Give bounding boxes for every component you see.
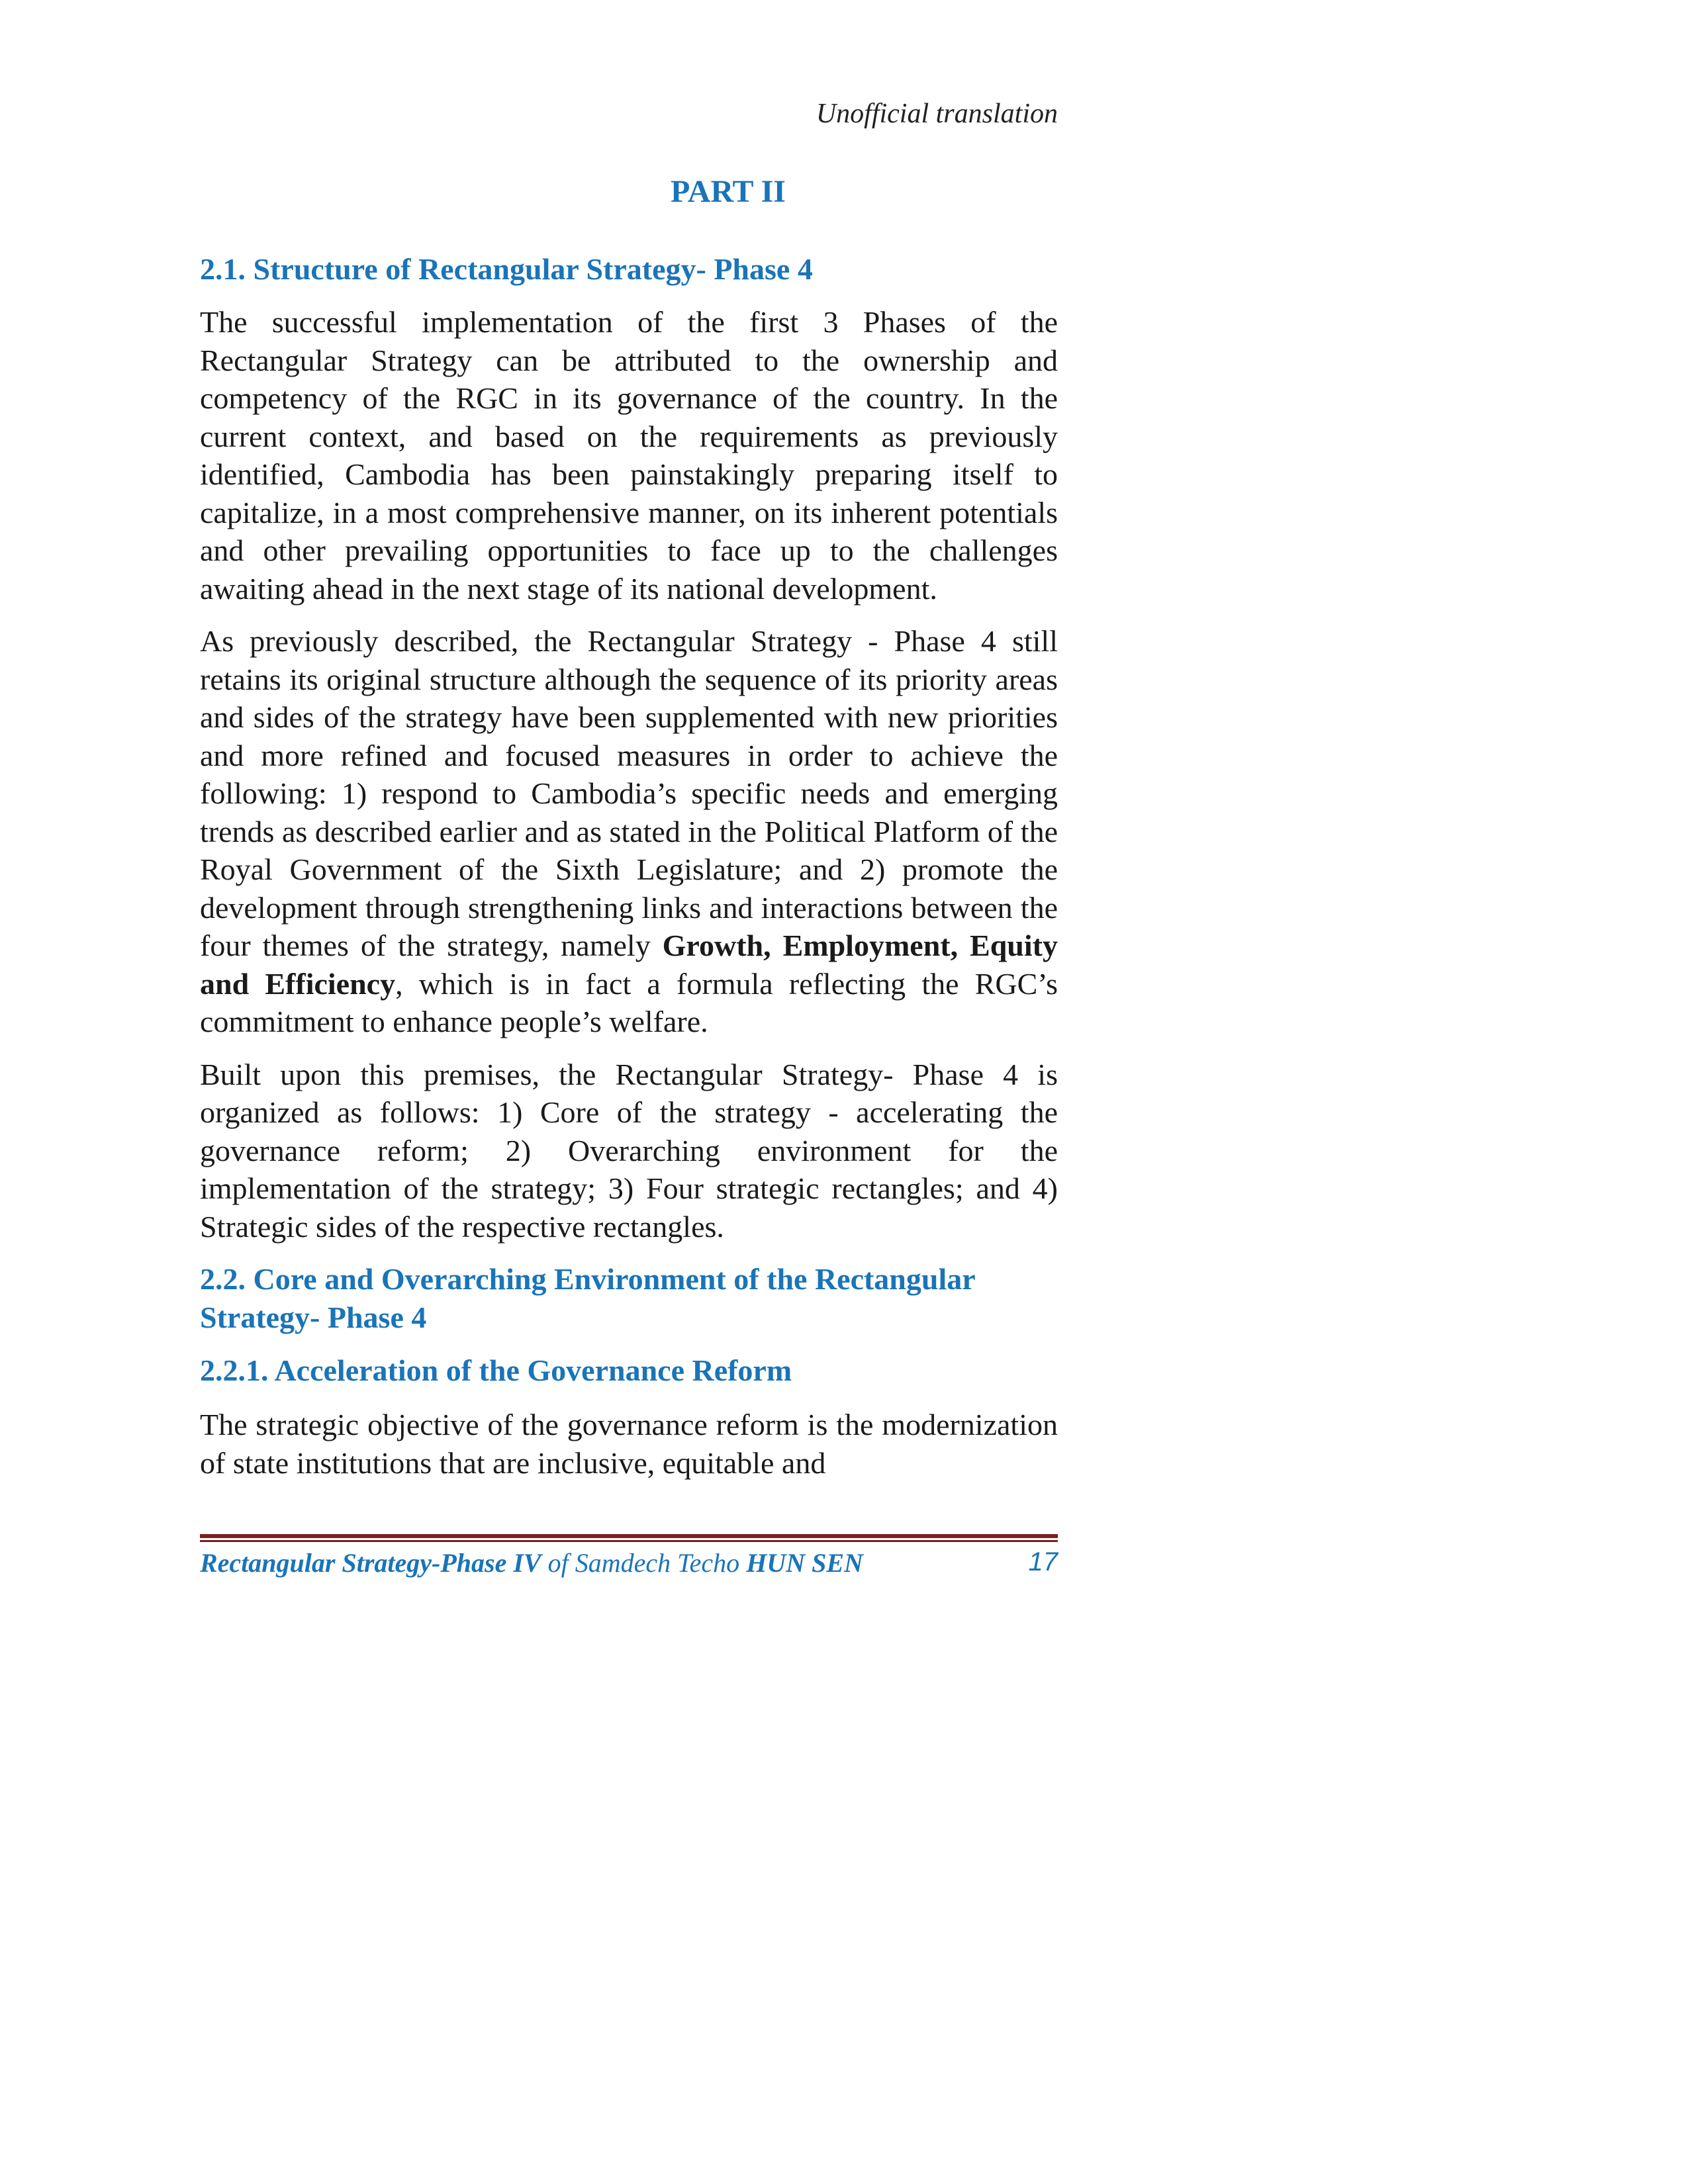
paragraph-2-1-2-text: As previously described, the Rectangular Strategy - Phase 4 still retains its original structure although the sequence of its priority areas and sides of the strategy have been supplemented with new priorities and more refined and focused measures in order to achieve the following: 1) respond to Cambodia’s specific needs and emerging trends as described earlier and as stated in the Political Platform of the Royal Government of the Sixth Legislature; and 2) promote the development through strengthening links and interactions between the four themes of the strategy, namely bbox=[200, 624, 1058, 962]
part-title: PART II bbox=[671, 174, 786, 209]
paragraph-2-1-3: Built upon this premises, the Rectangular Strategy- Phase 4 is organized as follows: 1) Core of the strategy - accelerating the governance reform; 2) Overarching environment for the implementation of the strategy; 3) Four strategic rectangles; and 4) Strategic sides of the respective rectangles. bbox=[200, 1057, 1058, 1244]
running-header: Unofficial translation bbox=[816, 99, 1058, 129]
paragraph-2-1-1: The successful implementation of the first 3 Phases of the Rectangular Strategy can be attributed to the ownership and competency of the RGC in its governance of the country. In the current context, and based on the requirements as previously identified, Cambodia has been painstakingly preparing itself to capitalize, in a most comprehensive manner, on its inherent potentials and other prevailing opportunities to face up to the challenges awaiting ahead in the next stage of its national development. bbox=[200, 305, 1058, 606]
page-number: 17 bbox=[1028, 1547, 1058, 1576]
subsection-heading-2-2-1: 2.2.1. Acceleration of the Governance Reform bbox=[200, 1353, 792, 1387]
footer-author-name: HUN SEN bbox=[746, 1548, 863, 1578]
section-heading-2-1: 2.1. Structure of Rectangular Strategy- Phase 4 bbox=[200, 252, 813, 286]
page-footer bbox=[200, 1547, 1058, 1578]
footer-rule bbox=[200, 1534, 1058, 1542]
paragraph-2-1-2 bbox=[200, 622, 1058, 1041]
page-content bbox=[200, 250, 1058, 1496]
paragraph-2-1-2-bold-themes: Growth, Employment, Equity and Efficiency bbox=[200, 929, 1058, 1001]
paragraph-2-2-1-1: The strategic objective of the governance reform is the modernization of state institutions that are inclusive, equitable and bbox=[200, 1408, 1058, 1480]
footer-book-title: Rectangular Strategy-Phase IV bbox=[200, 1548, 541, 1578]
section-heading-2-2: 2.2. Core and Overarching Environment of the Rectangular Strategy- Phase 4 bbox=[200, 1262, 975, 1334]
paragraph-2-1-2-tail: , which is in fact a formula reflecting the RGC’s commitment to enhance people’s welfare. bbox=[200, 966, 1058, 1038]
footer-author-prefix: of Samdech Techo bbox=[541, 1548, 747, 1578]
